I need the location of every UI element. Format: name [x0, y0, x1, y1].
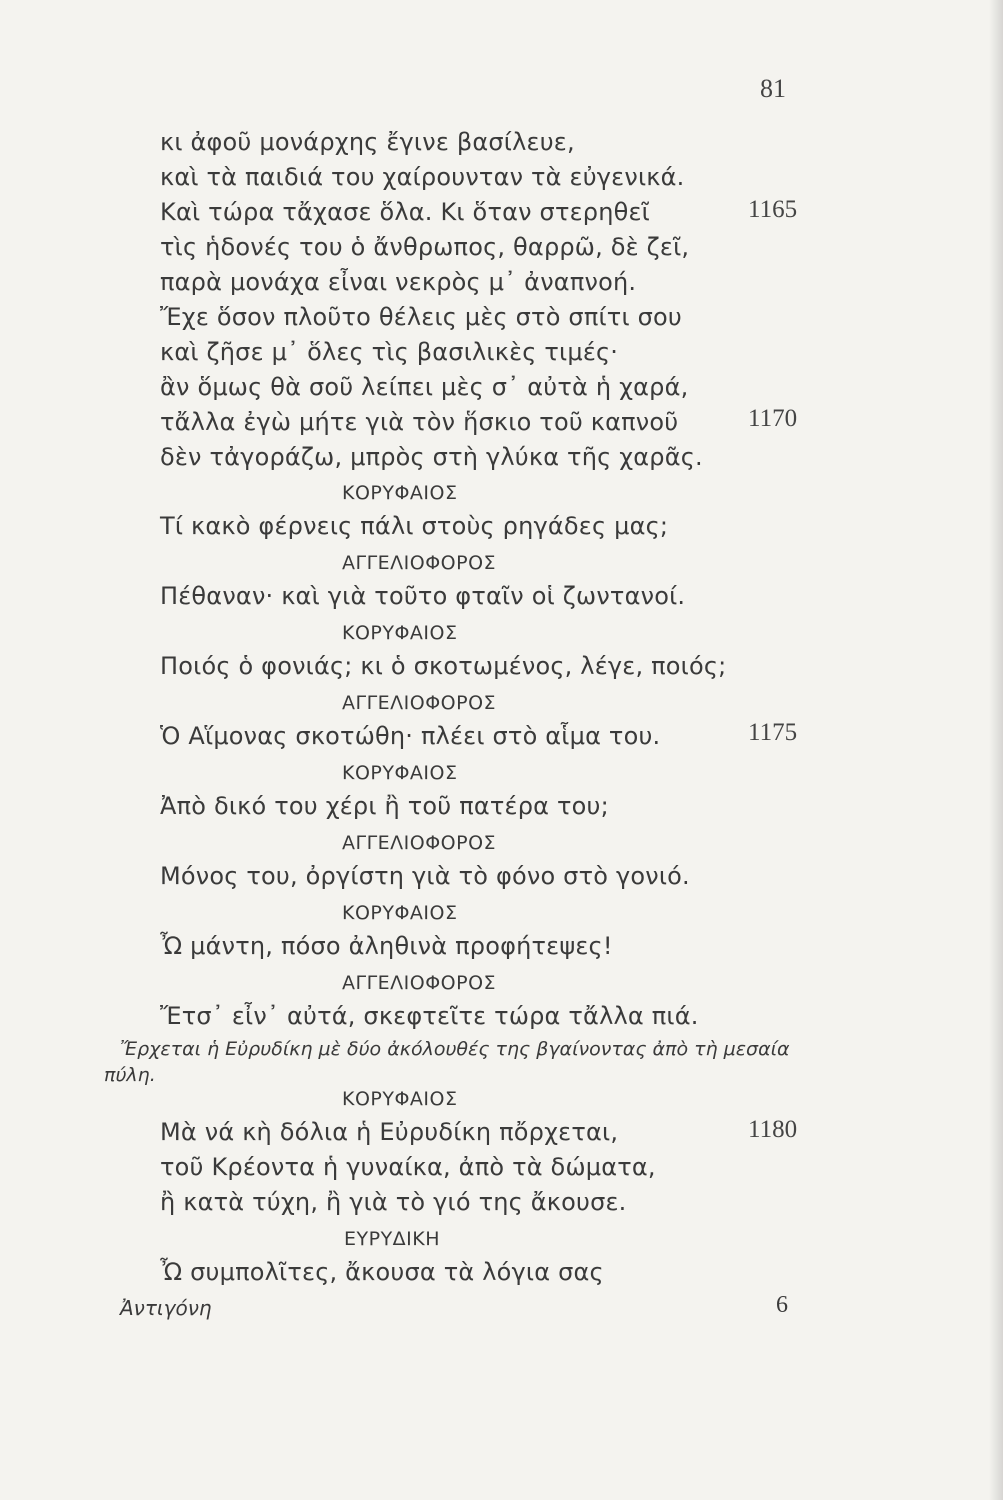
dialogue-line: Τί κακὸ φέρνεις πάλι στοὺς ρηγάδες μας; — [160, 512, 669, 540]
verse-line: δὲν τἀγοράζω, μπρὸς στὴ γλύκα τῆς χαρᾶς. — [160, 443, 703, 471]
verse-line: τὶς ἡδονές του ὁ ἄνθρωπος, θαρρῶ, δὲ ζεῖ, — [160, 233, 690, 261]
line-number: 1165 — [748, 196, 798, 223]
verse-line: ἂν ὅμως θὰ σοῦ λείπει μὲς σ᾿ αὐτὰ ἡ χαρά, — [160, 373, 689, 401]
verse-line: Ἔχε ὅσον πλοῦτο θέλεις μὲς στὸ σπίτι σου — [160, 303, 682, 331]
speaker-name: ΚΟΡΥΦΑΙΟΣ — [342, 902, 458, 924]
speaker-name: ΚΟΡΥΦΑΙΟΣ — [342, 762, 458, 784]
verse-line: Καὶ τώρα τἄχασε ὅλα. Κι ὅταν στερηθεῖ — [160, 198, 651, 226]
dialogue-line: Μόνος του, ὀργίστη γιὰ τὸ φόνο στὸ γονιό. — [160, 862, 690, 890]
page-number: 81 — [760, 74, 786, 103]
running-title: Ἀντιγόνη — [120, 1296, 212, 1320]
speaker-name: ΚΟΡΥΦΑΙΟΣ — [342, 482, 458, 504]
line-number: 1175 — [748, 719, 798, 746]
verse-line: Ὦ συμπολῖτες, ἄκουσα τὰ λόγια σας — [160, 1258, 604, 1286]
dialogue-line: Ὦ μάντη, πόσο ἀληθινὰ προφήτεψες! — [160, 932, 613, 960]
speaker-name: ΑΓΓΕΛΙΟΦΟΡΟΣ — [342, 972, 497, 994]
speaker-name: ΕΥΡΥΔΙΚΗ — [344, 1228, 441, 1250]
verse-line: καὶ ζῆσε μ᾿ ὅλες τὶς βασιλικὲς τιμές· — [160, 338, 619, 366]
speaker-name: ΑΓΓΕΛΙΟΦΟΡΟΣ — [342, 692, 497, 714]
signature-mark: 6 — [776, 1292, 788, 1318]
dialogue-line: Πέθαναν· καὶ γιὰ τοῦτο φταῖν οἱ ζωντανοί. — [160, 582, 686, 610]
speaker-name: ΚΟΡΥΦΑΙΟΣ — [342, 1088, 458, 1110]
speaker-name: ΑΓΓΕΛΙΟΦΟΡΟΣ — [342, 832, 497, 854]
line-number: 1180 — [748, 1116, 798, 1143]
verse-line: ἢ κατὰ τύχη, ἢ γιὰ τὸ γιό της ἄκουσε. — [160, 1188, 627, 1216]
verse-line: παρὰ μονάχα εἶναι νεκρὸς μ᾿ ἀναπνοή. — [160, 268, 637, 296]
verse-line: τοῦ Κρέοντα ἡ γυναίκα, ἀπὸ τὰ δώματα, — [160, 1153, 656, 1181]
verse-line: καὶ τὰ παιδιά του χαίρουνταν τὰ εὐγενικά. — [160, 163, 685, 191]
verse-line: κι ἀφοῦ μονάρχης ἔγινε βασίλευε, — [160, 128, 575, 156]
page-edge-shadow — [989, 0, 1003, 1500]
dialogue-line: Ποιός ὁ φονιάς; κι ὁ σκοτωμένος, λέγε, ποιός; — [160, 652, 727, 680]
verse-line: τἄλλα ἐγὼ μήτε γιὰ τὸν ἥσκιο τοῦ καπνοῦ — [160, 408, 679, 436]
speaker-name: ΑΓΓΕΛΙΟΦΟΡΟΣ — [342, 552, 497, 574]
speaker-name: ΚΟΡΥΦΑΙΟΣ — [342, 622, 458, 644]
stage-direction: Ἔρχεται ἡ Εὐρυδίκη μὲ δύο ἀκόλουθές της βγαίνοντας ἀπὸ τὴ μεσαία — [120, 1038, 790, 1060]
dialogue-line: Ἔτσ᾿ εἶν᾿ αὐτά, σκεφτεῖτε τώρα τἄλλα πιά. — [160, 1002, 699, 1030]
dialogue-line: Ἀπὸ δικό του χέρι ἢ τοῦ πατέρα του; — [160, 792, 609, 820]
line-number: 1170 — [748, 405, 798, 432]
dialogue-line: Ὁ Αἵμονας σκοτώθη· πλέει στὸ αἷμα του. — [160, 722, 661, 750]
stage-direction: πύλη. — [104, 1064, 156, 1086]
verse-line: Μὰ νά κὴ δόλια ἡ Εὐρυδίκη πὄρχεται, — [160, 1118, 619, 1146]
